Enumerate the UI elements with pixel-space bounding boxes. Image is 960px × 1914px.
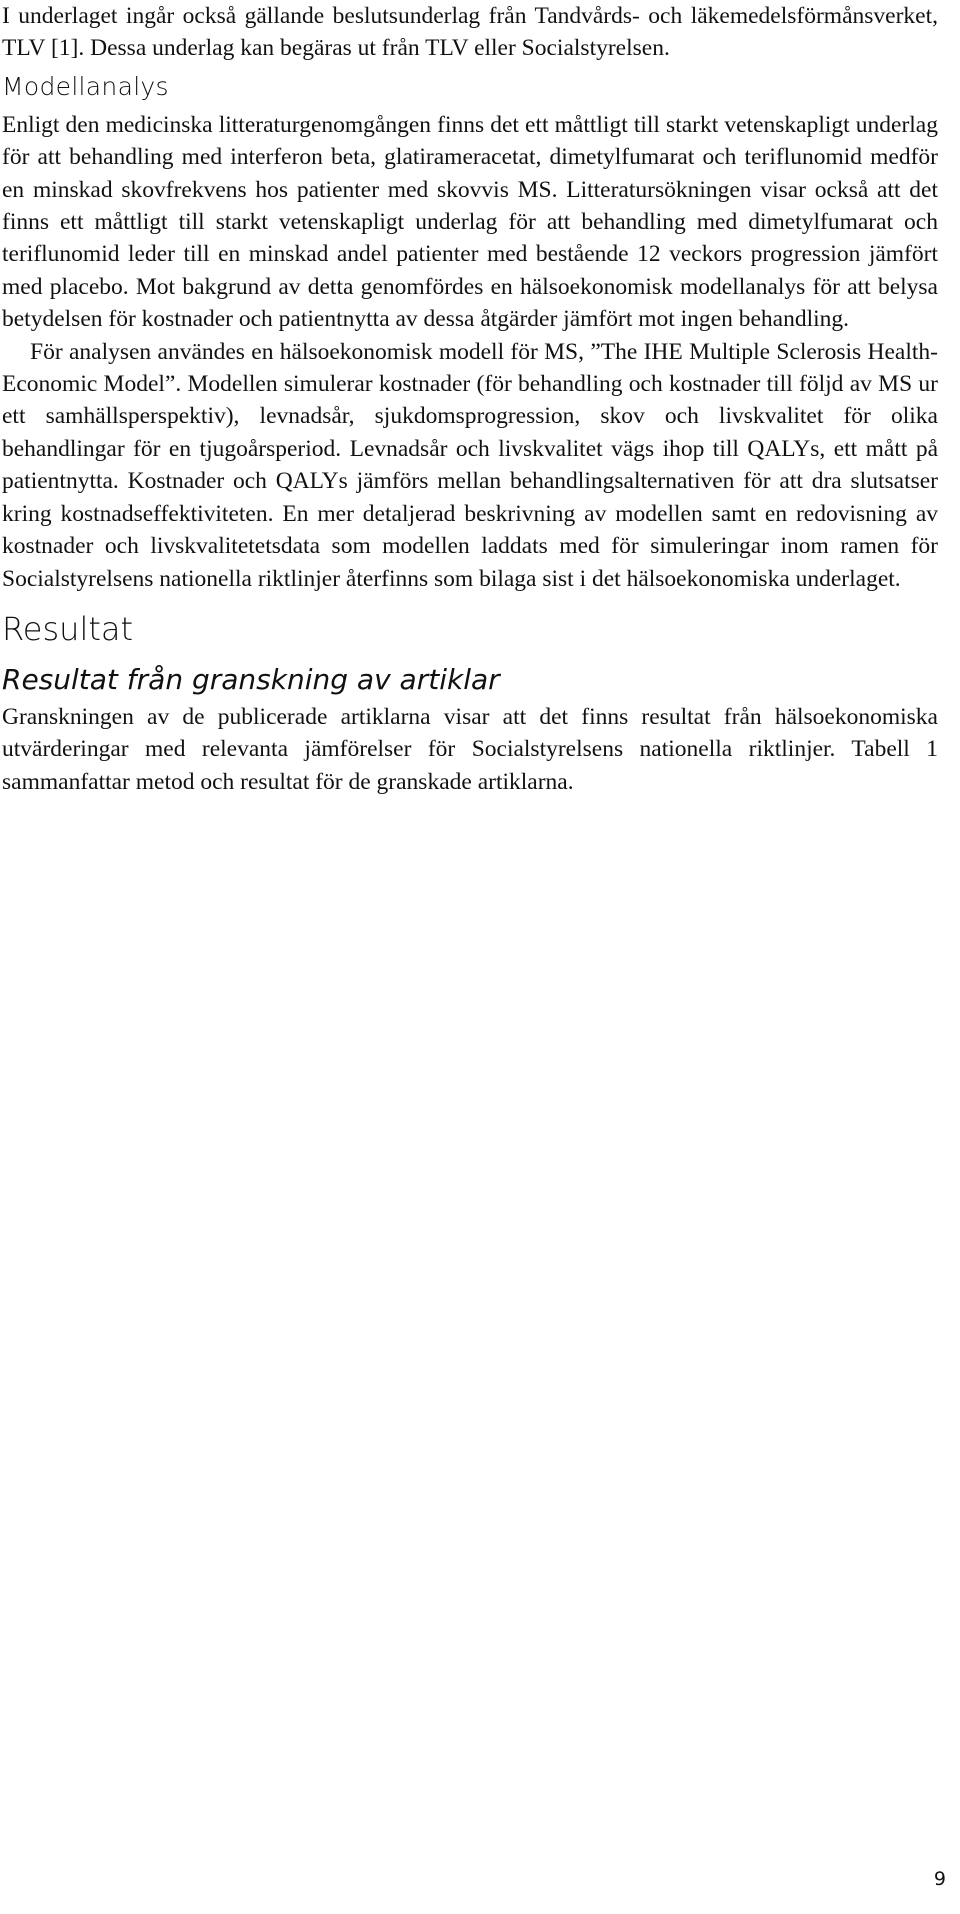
modellanalys-paragraph-1: Enligt den medicinska litteraturgenomgången finns det ett måttligt till starkt vetenskapligt underlag för att behandling med interferon beta, glatirameracetat, dimetylfumarat och teriflunomid medför en minskad skovfrekvens hos patienter med skovvis MS. Litteratursökningen visar också att det finns ett måttligt till starkt vetenskapligt underlag för att behandling med dimetylfumarat och teriflunomid leder till en minskad andel patienter med bestående 12 veckors progression jämfört med placebo. Mot bakgrund av detta genomfördes en hälsoekonomisk modellanalys för att belysa betydelsen för kostnader och patientnytta av dessa åtgärder jämfört mot ingen behandling. xyxy=(2,111,938,333)
heading-resultat: Resultat xyxy=(2,609,134,648)
heading-modellanalys: Modellanalys xyxy=(2,71,169,101)
document-page xyxy=(0,0,938,798)
subheading-resultat-granskning: Resultat från granskning av artiklar xyxy=(2,662,500,696)
page-number: 9 xyxy=(933,1868,946,1890)
modellanalys-paragraph-2: För analysen användes en hälsoekonomisk modell för MS, ”The IHE Multiple Sclerosis Health-Economic Model”. Modellen simulerar kostnader (för behandling och kostnader till följd av MS ur ett samhällsperspektiv), levnadsår, sjukdomsprogression, skov och livskvalitet för olika behandlingar för en tjugoårsperiod. Levnadsår och livskvalitet vägs ihop till QALYs, ett mått på patientnytta. Kostnader och QALYs jämförs mellan behandlingsalternativen för att dra slutsatser kring kostnadseffektiviteten. En mer detaljerad beskrivning av modellen samt en redovisning av kostnader och livskvalitetetsdata som modellen laddats med för simuleringar inom ramen för Socialstyrelsens nationella riktlinjer återfinns som bilaga sist i det hälsoekonomiska underlaget. xyxy=(2,338,938,592)
intro-paragraph: I underlaget ingår också gällande beslutsunderlag från Tandvårds- och läkemedelsförmånsverket, TLV [1]. Dessa underlag kan begäras ut från TLV eller Socialstyrelsen. xyxy=(2,3,938,62)
resultat-paragraph-1: Granskningen av de publicerade artiklarna visar att det finns resultat från hälsoekonomiska utvärderingar med relevanta jämförelser för Socialstyrelsens nationella riktlinjer. Tabell 1 sammanfattar metod och resultat för de granskade artiklarna. xyxy=(2,703,938,795)
